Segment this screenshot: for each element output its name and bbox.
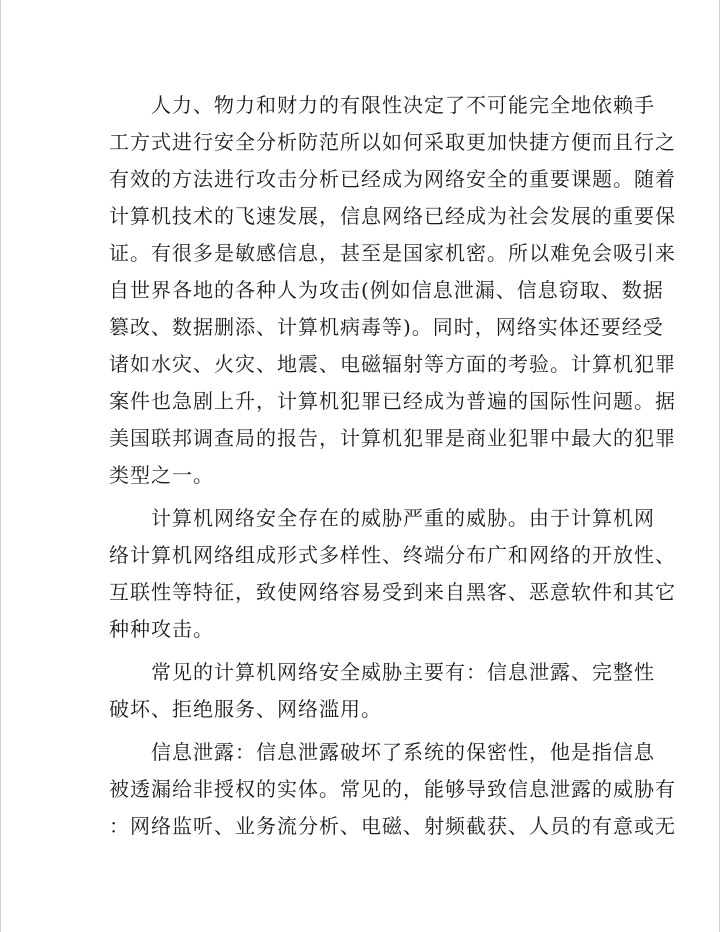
paragraph — [109, 500, 676, 648]
text-line: 自世界各地的各种人为攻击(例如信息泄漏、信息窃取、数据 — [109, 278, 664, 302]
text-line: 计算机网络安全存在的威胁严重的威胁。由于计算机网 — [151, 506, 655, 530]
text-line: 篡改、数据删添、计算机病毒等)。同时，网络实体还要经受 — [109, 315, 664, 339]
text-line: ：网络监听、业务流分析、电磁、射频截获、人员的有意或无 — [109, 814, 676, 838]
document-body — [109, 87, 676, 845]
text-line: 工方式进行安全分析防范所以如何采取更加快捷方便而且行之 — [109, 130, 676, 154]
text-line: 类型之一。 — [109, 463, 214, 487]
text-line: 美国联邦调查局的报告，计算机犯罪是商业犯罪中最大的犯罪 — [109, 426, 676, 450]
text-line: 互联性等特征，致使网络容易受到来自黑客、恶意软件和其它 — [109, 580, 676, 604]
text-line: 人力、物力和财力的有限性决定了不可能完全地依赖手 — [151, 93, 655, 117]
text-line: 常见的计算机网络安全威胁主要有：信息泄露、完整性 — [151, 660, 655, 684]
text-line: 案件也急剧上升，计算机犯罪已经成为普遍的国际性问题。据 — [109, 389, 676, 413]
text-line: 证。有很多是敏感信息，甚至是国家机密。所以难免会吸引来 — [109, 241, 676, 265]
text-line: 种种攻击。 — [109, 617, 214, 641]
text-line: 诸如水灾、火灾、地震、电磁辐射等方面的考验。计算机犯罪 — [109, 352, 676, 376]
text-line: 有效的方法进行攻击分析已经成为网络安全的重要课题。随着 — [109, 167, 676, 191]
text-line: 被透漏给非授权的实体。常见的，能够导致信息泄露的威胁有 — [109, 777, 676, 801]
text-line: 络计算机网络组成形式多样性、终端分布广和网络的开放性、 — [109, 543, 676, 567]
paragraph — [109, 87, 676, 494]
paragraph — [109, 734, 676, 845]
text-line: 破坏、拒绝服务、网络滥用。 — [109, 697, 382, 721]
text-line: 信息泄露：信息泄露破坏了系统的保密性，他是指信息 — [151, 740, 655, 764]
text-line: 计算机技术的飞速发展，信息网络已经成为社会发展的重要保 — [109, 204, 676, 228]
paragraph — [109, 654, 655, 728]
